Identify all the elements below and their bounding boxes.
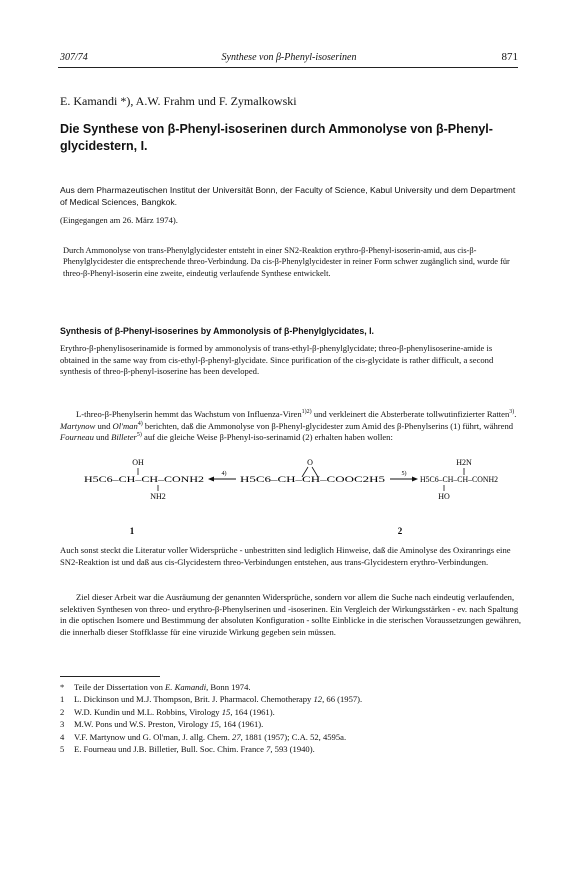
header-rule: [58, 67, 518, 68]
footnote-volume: 12: [313, 694, 323, 705]
footnote: [60, 693, 520, 705]
body-paragraph-2: Auch sonst steckt die Literatur voller Widersprüche - unbestritten sind lediglich Hinweise, daß die Aminolyse des Oxiranrings eine SN2-Reaktion ist und daß aus cis-Glycidestern threo-Verbindungen entstehen, aus trans-Glycidestern erythro-Verbindungen.: [60, 545, 511, 567]
author-name: Billeter: [111, 432, 137, 443]
body-text: berichten, daß die Ammonolyse von β-Phenyl-glycidester zum Amid des β-Phenylserins (1) führt, während: [142, 420, 514, 431]
authors: E. Kamandi *), A.W. Frahm und F. Zymalkowski: [60, 94, 297, 108]
footnote-text: M.W. Pons und W.S. Preston, Virology: [74, 719, 211, 730]
footnote-text: V.F. Martynow und G. Ol'man, J. allg. Chem.: [74, 731, 233, 742]
english-summary-heading: Synthesis of β-Phenyl-isoserines by Ammonolysis of β-Phenylglycidates, I.: [60, 326, 374, 336]
footnote-rule: [60, 676, 160, 677]
compound-1-hydroxyl: OH: [132, 458, 144, 467]
footnote: [60, 718, 520, 730]
footnote-mark: 1: [60, 694, 65, 705]
glycidic-ester-formula: H5C6–CH–CH–COOC2H5: [240, 474, 385, 484]
body-text: auf die gleiche Weise β-Phenyl-iso-serinamid (2) erhalten haben wollen:: [141, 432, 393, 443]
footnote-text: , 593 (1940).: [270, 744, 315, 755]
running-head-title: Synthese von β-Phenyl-isoserinen: [221, 52, 357, 63]
body-text: L-threo-β-Phenylserin hemmt das Wachstum von Influenza-Viren: [76, 409, 302, 419]
footnote: [60, 743, 520, 755]
footnote-mark: *: [60, 682, 65, 692]
footnote-volume: 7: [266, 744, 271, 755]
english-summary-text: Erythro-β-phenylisoserinamide is formed by ammonolysis of trans-ethyl-β-phenylglycidate; threo-β-phenylisoserine-amide is obtained in the same way from cis-ethyl-β-phenyl-glycidate. Since purification of the cis-glycidate is rather difficult, a second synthesis of threo-β-phenyl-isoserine has been developed.: [60, 343, 494, 377]
arrow-1-ref: 4): [221, 471, 227, 477]
compound-1-formula: H5C6–CH–CH–CONH2: [84, 474, 204, 484]
reaction-scheme: [80, 456, 500, 546]
compound-2-amino: H2N: [456, 458, 472, 467]
received-date: (Eingegangen am 26. März 1974).: [60, 215, 178, 225]
affiliation: Aus dem Pharmazeutischen Institut der Universität Bonn, der Faculty of Science, Kabul University und dem Department of Medical Sciences, Bangkok.: [60, 185, 516, 207]
arrow-head-2: [412, 477, 418, 482]
footnote: [60, 706, 520, 718]
compound-label-2: 2: [397, 526, 403, 536]
epoxide-oxygen: O: [307, 458, 313, 467]
author-name: Martynow: [60, 420, 96, 431]
footnote-text: , 164 (1961).: [218, 719, 264, 730]
body-text: und: [95, 420, 113, 431]
footnote-mark: 4: [60, 731, 65, 742]
footnote-text: E. Fourneau und J.B. Billetier, Bull. Soc. Chim. France: [74, 744, 267, 755]
footnote-volume: 27: [232, 731, 241, 742]
author-name: Fourneau: [60, 432, 94, 443]
compound-label-1: 1: [129, 526, 135, 536]
abstract: Durch Ammonolyse von trans-Phenylglycidester entsteht in einer SN2-Reaktion erythro-β-Phenyl-isoserin-amid, aus cis-β-Phenylglycidester die entsprechende threo-Verbindung. Da cis-β-Phenylglycidester in reiner Form schwer zugänglich sind, wurde für threo-β-Phenyl-isoserin eine zweite, eindeutig verlaufende Synthese entwickelt.: [63, 246, 510, 278]
footnote-volume: 15: [221, 706, 231, 717]
body-text: .: [514, 409, 517, 419]
footnote-mark: 2: [60, 706, 65, 717]
reaction-scheme-svg: [80, 456, 500, 546]
footnote-author: E. Kamandi: [165, 682, 207, 692]
footnote-text: , 66 (1957).: [322, 694, 363, 705]
footnote: [60, 681, 520, 693]
footnote-text: , 1881 (1957); C.A. 52, 4595a.: [240, 731, 347, 742]
citation-ref: 5): [136, 432, 142, 439]
arrow-head-1: [208, 477, 214, 482]
body-text: und: [93, 432, 112, 443]
compound-2-hydroxyl: HO: [438, 492, 450, 501]
running-head-issue: 307/74: [60, 52, 88, 63]
footnote-mark: 3: [60, 719, 65, 730]
body-paragraph-1: [60, 409, 522, 444]
citation-ref: 3): [509, 409, 515, 416]
footnote: [60, 731, 520, 743]
footnote-text: W.D. Kundin und M.L. Robbins, Virology: [74, 706, 222, 717]
author-name: Ol'man: [112, 420, 138, 431]
footnote-volume: 15: [210, 719, 219, 730]
article-title: Die Synthese von β-Phenyl-isoserinen durch Ammonolyse von β-Phenyl-glycidestern, I.: [60, 122, 493, 153]
citation-ref: 4): [137, 420, 143, 427]
arrow-2-ref: 5): [401, 471, 407, 477]
page-number: 871: [501, 51, 518, 63]
footnote-text: , Bonn 1974.: [206, 682, 251, 692]
citation-ref: 1)2): [301, 409, 312, 416]
footnote-text: Teile der Dissertation von: [74, 682, 166, 692]
footnotes: [60, 681, 520, 755]
compound-2-formula: H5C6–CH–CH–CONH2: [420, 474, 498, 484]
footnote-mark: 5: [60, 744, 65, 755]
body-text: und verkleinert die Absterberate tollwutinfizierter Ratten: [311, 409, 510, 419]
compound-1-amino: NH2: [150, 492, 166, 501]
body-paragraph-3: Ziel dieser Arbeit war die Ausräumung der genannten Widersprüche, sondern vor allem die Suche nach eindeutig verlaufenden, selektiven Synthesen von threo- und erythro-β-Phenylserinen und -isoserinen. Ein Vergleich der Wirkungsstärken - ev. nach Spaltung in die optischen Isomere und Bestimmung der absoluten Konfiguration - sollte Einblicke in die sterischen Voraussetzungen gewähren, die innerhalb dieser Stoffklasse für eine viruzide Wirkung gegeben sein müssen.: [60, 592, 522, 637]
footnote-text: L. Dickinson und M.J. Thompson, Brit. J. Pharmacol. Chemotherapy: [74, 694, 314, 705]
footnote-text: , 164 (1961).: [230, 706, 275, 717]
running-head: [60, 52, 518, 66]
